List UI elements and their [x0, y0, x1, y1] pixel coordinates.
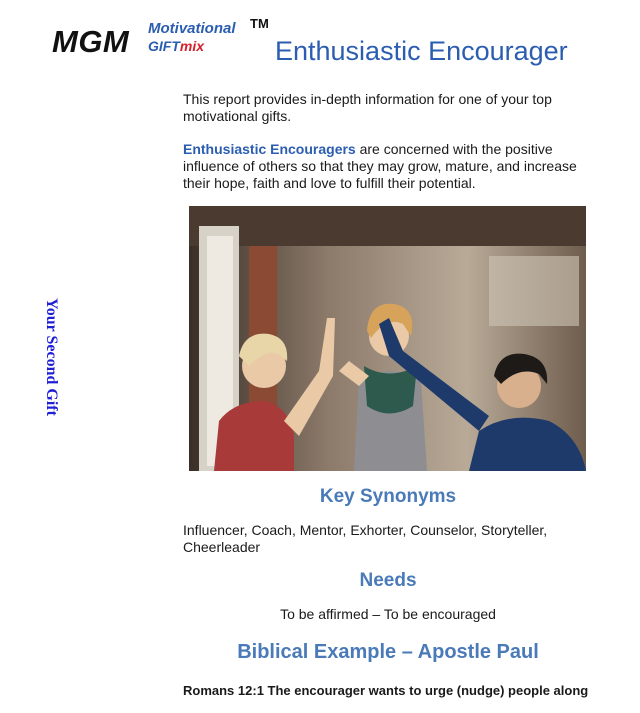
intro-paragraph: This report provides in-depth information for one of your top motivational gifts. — [183, 91, 552, 124]
logo-mix: mix — [179, 38, 205, 54]
biblical-verse: Romans 12:1 The encourager wants to urge (nudge) people along — [183, 683, 589, 698]
logo-giftmix — [148, 38, 204, 54]
description-highlight: Enthusiastic Encouragers — [183, 141, 356, 157]
needs-heading: Needs — [359, 570, 417, 591]
logo-motivational: Motivational — [148, 20, 236, 37]
page-title: Enthusiastic Encourager — [275, 36, 568, 66]
logo-mgm: MGM — [52, 24, 130, 59]
side-label: Your Second Gift — [43, 298, 60, 416]
photo-people-high-five — [189, 206, 586, 471]
description-paragraph — [183, 141, 593, 192]
key-synonyms-heading: Key Synonyms — [319, 486, 457, 507]
logo-gift: GIFT — [148, 38, 180, 54]
needs-text: To be affirmed – To be encouraged — [280, 606, 496, 622]
logo-trademark: TM — [250, 16, 269, 31]
description-text: are concerned with the positive influence of others so that they may grow, mature, and increase their hope, faith and love to fulfill their potential. — [183, 141, 577, 191]
key-synonyms-text: Influencer, Coach, Mentor, Exhorter, Counselor, Storyteller, Cheerleader — [183, 522, 548, 555]
biblical-example-heading: Biblical Example – Apostle Paul — [237, 641, 539, 663]
